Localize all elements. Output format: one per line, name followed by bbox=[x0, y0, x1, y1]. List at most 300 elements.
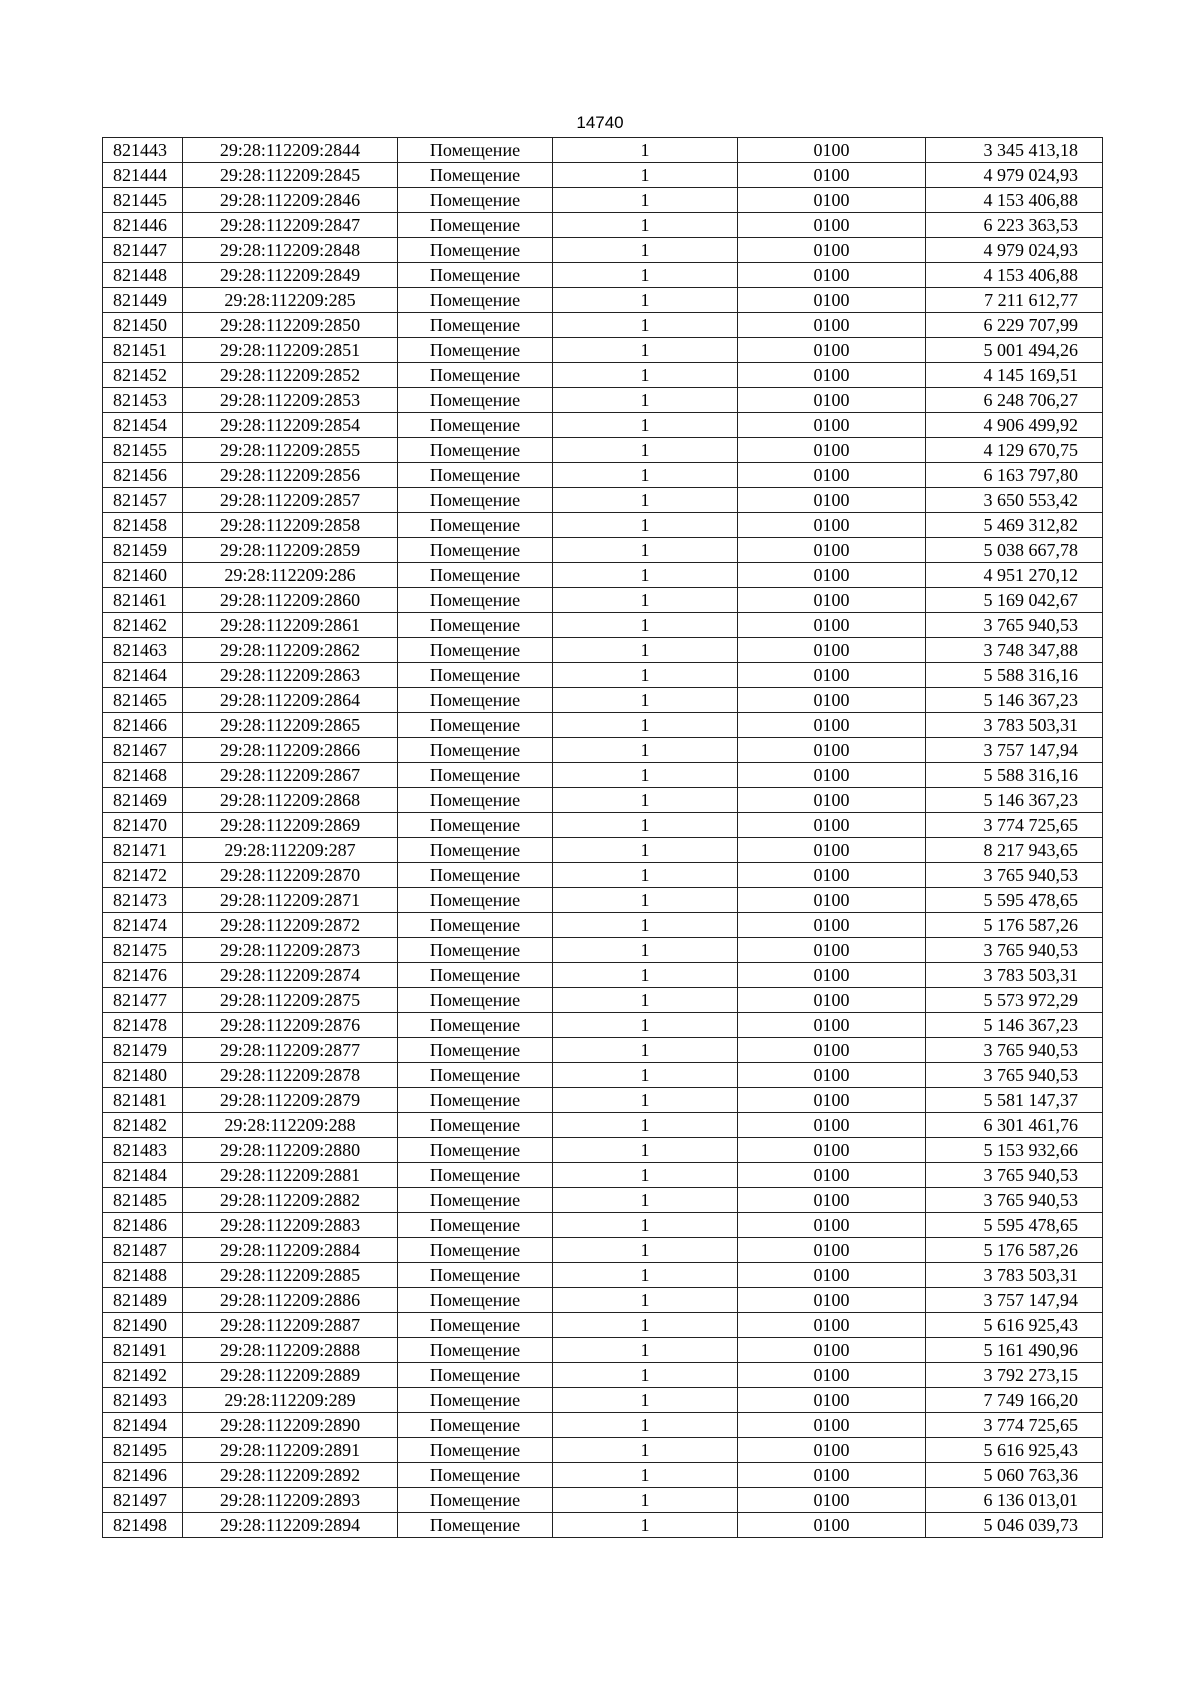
registry-table-body bbox=[103, 138, 1103, 1538]
count-cell: 1 bbox=[553, 138, 738, 163]
code-cell: 0100 bbox=[738, 638, 926, 663]
value-cell: 5 176 587,26 bbox=[926, 1238, 1103, 1263]
cadastral-cell: 29:28:112209:2874 bbox=[183, 963, 398, 988]
cadastral-cell: 29:28:112209:2864 bbox=[183, 688, 398, 713]
value-cell: 5 161 490,96 bbox=[926, 1338, 1103, 1363]
table-row bbox=[103, 1413, 1103, 1438]
type-cell: Помещение bbox=[398, 963, 553, 988]
number-cell: 821478 bbox=[103, 1013, 183, 1038]
value-cell: 7 211 612,77 bbox=[926, 288, 1103, 313]
number-cell: 821495 bbox=[103, 1438, 183, 1463]
count-cell: 1 bbox=[553, 1038, 738, 1063]
count-cell: 1 bbox=[553, 863, 738, 888]
code-cell: 0100 bbox=[738, 463, 926, 488]
value-cell: 4 153 406,88 bbox=[926, 188, 1103, 213]
cadastral-cell: 29:28:112209:2869 bbox=[183, 813, 398, 838]
table-row bbox=[103, 1313, 1103, 1338]
cadastral-cell: 29:28:112209:285 bbox=[183, 288, 398, 313]
table-row bbox=[103, 788, 1103, 813]
type-cell: Помещение bbox=[398, 388, 553, 413]
value-cell: 5 060 763,36 bbox=[926, 1463, 1103, 1488]
code-cell: 0100 bbox=[738, 488, 926, 513]
type-cell: Помещение bbox=[398, 1313, 553, 1338]
cadastral-cell: 29:28:112209:2862 bbox=[183, 638, 398, 663]
type-cell: Помещение bbox=[398, 738, 553, 763]
number-cell: 821465 bbox=[103, 688, 183, 713]
cadastral-cell: 29:28:112209:287 bbox=[183, 838, 398, 863]
type-cell: Помещение bbox=[398, 613, 553, 638]
table-row bbox=[103, 413, 1103, 438]
count-cell: 1 bbox=[553, 463, 738, 488]
code-cell: 0100 bbox=[738, 1413, 926, 1438]
cadastral-cell: 29:28:112209:2863 bbox=[183, 663, 398, 688]
type-cell: Помещение bbox=[398, 563, 553, 588]
count-cell: 1 bbox=[553, 288, 738, 313]
value-cell: 5 153 932,66 bbox=[926, 1138, 1103, 1163]
number-cell: 821462 bbox=[103, 613, 183, 638]
cadastral-cell: 29:28:112209:2859 bbox=[183, 538, 398, 563]
count-cell: 1 bbox=[553, 1013, 738, 1038]
table-row bbox=[103, 588, 1103, 613]
count-cell: 1 bbox=[553, 1388, 738, 1413]
value-cell: 6 301 461,76 bbox=[926, 1113, 1103, 1138]
type-cell: Помещение bbox=[398, 338, 553, 363]
type-cell: Помещение bbox=[398, 413, 553, 438]
table-row bbox=[103, 538, 1103, 563]
type-cell: Помещение bbox=[398, 263, 553, 288]
value-cell: 3 774 725,65 bbox=[926, 813, 1103, 838]
count-cell: 1 bbox=[553, 888, 738, 913]
table-row bbox=[103, 988, 1103, 1013]
count-cell: 1 bbox=[553, 1163, 738, 1188]
table-row bbox=[103, 1363, 1103, 1388]
code-cell: 0100 bbox=[738, 363, 926, 388]
table-row bbox=[103, 1063, 1103, 1088]
type-cell: Помещение bbox=[398, 1138, 553, 1163]
value-cell: 5 616 925,43 bbox=[926, 1313, 1103, 1338]
code-cell: 0100 bbox=[738, 1313, 926, 1338]
type-cell: Помещение bbox=[398, 1363, 553, 1388]
type-cell: Помещение bbox=[398, 363, 553, 388]
value-cell: 5 146 367,23 bbox=[926, 688, 1103, 713]
cadastral-cell: 29:28:112209:2892 bbox=[183, 1463, 398, 1488]
table-row bbox=[103, 1488, 1103, 1513]
type-cell: Помещение bbox=[398, 1388, 553, 1413]
type-cell: Помещение bbox=[398, 788, 553, 813]
cadastral-cell: 29:28:112209:2871 bbox=[183, 888, 398, 913]
code-cell: 0100 bbox=[738, 813, 926, 838]
type-cell: Помещение bbox=[398, 213, 553, 238]
type-cell: Помещение bbox=[398, 188, 553, 213]
number-cell: 821449 bbox=[103, 288, 183, 313]
count-cell: 1 bbox=[553, 713, 738, 738]
table-row bbox=[103, 338, 1103, 363]
code-cell: 0100 bbox=[738, 1138, 926, 1163]
value-cell: 3 774 725,65 bbox=[926, 1413, 1103, 1438]
count-cell: 1 bbox=[553, 913, 738, 938]
type-cell: Помещение bbox=[398, 488, 553, 513]
registry-table-container bbox=[102, 137, 1102, 1538]
number-cell: 821469 bbox=[103, 788, 183, 813]
cadastral-cell: 29:28:112209:2846 bbox=[183, 188, 398, 213]
cadastral-cell: 29:28:112209:2852 bbox=[183, 363, 398, 388]
table-row bbox=[103, 138, 1103, 163]
cadastral-cell: 29:28:112209:2884 bbox=[183, 1238, 398, 1263]
number-cell: 821470 bbox=[103, 813, 183, 838]
code-cell: 0100 bbox=[738, 1113, 926, 1138]
table-row bbox=[103, 163, 1103, 188]
table-row bbox=[103, 1388, 1103, 1413]
number-cell: 821494 bbox=[103, 1413, 183, 1438]
count-cell: 1 bbox=[553, 1063, 738, 1088]
code-cell: 0100 bbox=[738, 413, 926, 438]
count-cell: 1 bbox=[553, 163, 738, 188]
number-cell: 821452 bbox=[103, 363, 183, 388]
value-cell: 5 581 147,37 bbox=[926, 1088, 1103, 1113]
table-row bbox=[103, 213, 1103, 238]
value-cell: 4 951 270,12 bbox=[926, 563, 1103, 588]
type-cell: Помещение bbox=[398, 913, 553, 938]
code-cell: 0100 bbox=[738, 1063, 926, 1088]
code-cell: 0100 bbox=[738, 1513, 926, 1538]
code-cell: 0100 bbox=[738, 913, 926, 938]
table-row bbox=[103, 188, 1103, 213]
table-row bbox=[103, 1113, 1103, 1138]
code-cell: 0100 bbox=[738, 188, 926, 213]
count-cell: 1 bbox=[553, 488, 738, 513]
cadastral-cell: 29:28:112209:2877 bbox=[183, 1038, 398, 1063]
type-cell: Помещение bbox=[398, 288, 553, 313]
cadastral-cell: 29:28:112209:2860 bbox=[183, 588, 398, 613]
value-cell: 3 765 940,53 bbox=[926, 1188, 1103, 1213]
value-cell: 5 038 667,78 bbox=[926, 538, 1103, 563]
cadastral-cell: 29:28:112209:2854 bbox=[183, 413, 398, 438]
count-cell: 1 bbox=[553, 613, 738, 638]
count-cell: 1 bbox=[553, 1263, 738, 1288]
code-cell: 0100 bbox=[738, 1488, 926, 1513]
table-row bbox=[103, 488, 1103, 513]
code-cell: 0100 bbox=[738, 1263, 926, 1288]
count-cell: 1 bbox=[553, 938, 738, 963]
value-cell: 4 153 406,88 bbox=[926, 263, 1103, 288]
table-row bbox=[103, 563, 1103, 588]
count-cell: 1 bbox=[553, 1488, 738, 1513]
cadastral-cell: 29:28:112209:2853 bbox=[183, 388, 398, 413]
value-cell: 5 146 367,23 bbox=[926, 1013, 1103, 1038]
cadastral-cell: 29:28:112209:2894 bbox=[183, 1513, 398, 1538]
count-cell: 1 bbox=[553, 1413, 738, 1438]
code-cell: 0100 bbox=[738, 613, 926, 638]
code-cell: 0100 bbox=[738, 1238, 926, 1263]
value-cell: 4 979 024,93 bbox=[926, 163, 1103, 188]
table-row bbox=[103, 388, 1103, 413]
type-cell: Помещение bbox=[398, 138, 553, 163]
value-cell: 3 765 940,53 bbox=[926, 1063, 1103, 1088]
count-cell: 1 bbox=[553, 1188, 738, 1213]
type-cell: Помещение bbox=[398, 813, 553, 838]
number-cell: 821497 bbox=[103, 1488, 183, 1513]
number-cell: 821464 bbox=[103, 663, 183, 688]
number-cell: 821491 bbox=[103, 1338, 183, 1363]
number-cell: 821461 bbox=[103, 588, 183, 613]
number-cell: 821451 bbox=[103, 338, 183, 363]
code-cell: 0100 bbox=[738, 938, 926, 963]
code-cell: 0100 bbox=[738, 563, 926, 588]
count-cell: 1 bbox=[553, 213, 738, 238]
table-row bbox=[103, 1163, 1103, 1188]
number-cell: 821477 bbox=[103, 988, 183, 1013]
cadastral-cell: 29:28:112209:2845 bbox=[183, 163, 398, 188]
cadastral-cell: 29:28:112209:2849 bbox=[183, 263, 398, 288]
count-cell: 1 bbox=[553, 988, 738, 1013]
type-cell: Помещение bbox=[398, 1013, 553, 1038]
table-row bbox=[103, 913, 1103, 938]
number-cell: 821487 bbox=[103, 1238, 183, 1263]
value-cell: 4 129 670,75 bbox=[926, 438, 1103, 463]
number-cell: 821490 bbox=[103, 1313, 183, 1338]
table-row bbox=[103, 1038, 1103, 1063]
number-cell: 821454 bbox=[103, 413, 183, 438]
code-cell: 0100 bbox=[738, 138, 926, 163]
value-cell: 3 783 503,31 bbox=[926, 713, 1103, 738]
number-cell: 821474 bbox=[103, 913, 183, 938]
count-cell: 1 bbox=[553, 1363, 738, 1388]
code-cell: 0100 bbox=[738, 688, 926, 713]
cadastral-cell: 29:28:112209:2855 bbox=[183, 438, 398, 463]
type-cell: Помещение bbox=[398, 763, 553, 788]
value-cell: 5 588 316,16 bbox=[926, 763, 1103, 788]
cadastral-cell: 29:28:112209:289 bbox=[183, 1388, 398, 1413]
count-cell: 1 bbox=[553, 188, 738, 213]
code-cell: 0100 bbox=[738, 263, 926, 288]
type-cell: Помещение bbox=[398, 863, 553, 888]
table-row bbox=[103, 1338, 1103, 1363]
count-cell: 1 bbox=[553, 963, 738, 988]
count-cell: 1 bbox=[553, 413, 738, 438]
number-cell: 821458 bbox=[103, 513, 183, 538]
table-row bbox=[103, 738, 1103, 763]
number-cell: 821467 bbox=[103, 738, 183, 763]
count-cell: 1 bbox=[553, 588, 738, 613]
table-row bbox=[103, 1238, 1103, 1263]
number-cell: 821468 bbox=[103, 763, 183, 788]
cadastral-cell: 29:28:112209:2893 bbox=[183, 1488, 398, 1513]
count-cell: 1 bbox=[553, 1338, 738, 1363]
cadastral-cell: 29:28:112209:2886 bbox=[183, 1288, 398, 1313]
cadastral-cell: 29:28:112209:2888 bbox=[183, 1338, 398, 1363]
type-cell: Помещение bbox=[398, 313, 553, 338]
table-row bbox=[103, 713, 1103, 738]
value-cell: 7 749 166,20 bbox=[926, 1388, 1103, 1413]
value-cell: 3 345 413,18 bbox=[926, 138, 1103, 163]
table-row bbox=[103, 1013, 1103, 1038]
cadastral-cell: 29:28:112209:2880 bbox=[183, 1138, 398, 1163]
cadastral-cell: 29:28:112209:2872 bbox=[183, 913, 398, 938]
type-cell: Помещение bbox=[398, 713, 553, 738]
count-cell: 1 bbox=[553, 1238, 738, 1263]
type-cell: Помещение bbox=[398, 838, 553, 863]
value-cell: 5 595 478,65 bbox=[926, 1213, 1103, 1238]
type-cell: Помещение bbox=[398, 1263, 553, 1288]
number-cell: 821448 bbox=[103, 263, 183, 288]
count-cell: 1 bbox=[553, 388, 738, 413]
code-cell: 0100 bbox=[738, 513, 926, 538]
value-cell: 5 169 042,67 bbox=[926, 588, 1103, 613]
table-row bbox=[103, 638, 1103, 663]
count-cell: 1 bbox=[553, 1463, 738, 1488]
value-cell: 3 765 940,53 bbox=[926, 613, 1103, 638]
cadastral-cell: 29:28:112209:2887 bbox=[183, 1313, 398, 1338]
number-cell: 821498 bbox=[103, 1513, 183, 1538]
type-cell: Помещение bbox=[398, 1188, 553, 1213]
count-cell: 1 bbox=[553, 313, 738, 338]
number-cell: 821485 bbox=[103, 1188, 183, 1213]
table-row bbox=[103, 613, 1103, 638]
type-cell: Помещение bbox=[398, 1413, 553, 1438]
cadastral-cell: 29:28:112209:286 bbox=[183, 563, 398, 588]
code-cell: 0100 bbox=[738, 1213, 926, 1238]
type-cell: Помещение bbox=[398, 538, 553, 563]
number-cell: 821496 bbox=[103, 1463, 183, 1488]
number-cell: 821459 bbox=[103, 538, 183, 563]
number-cell: 821473 bbox=[103, 888, 183, 913]
type-cell: Помещение bbox=[398, 438, 553, 463]
value-cell: 5 616 925,43 bbox=[926, 1438, 1103, 1463]
cadastral-cell: 29:28:112209:2847 bbox=[183, 213, 398, 238]
table-row bbox=[103, 263, 1103, 288]
code-cell: 0100 bbox=[738, 313, 926, 338]
table-row bbox=[103, 938, 1103, 963]
table-row bbox=[103, 1288, 1103, 1313]
number-cell: 821492 bbox=[103, 1363, 183, 1388]
cadastral-cell: 29:28:112209:2865 bbox=[183, 713, 398, 738]
cadastral-cell: 29:28:112209:2879 bbox=[183, 1088, 398, 1113]
value-cell: 3 765 940,53 bbox=[926, 1163, 1103, 1188]
code-cell: 0100 bbox=[738, 438, 926, 463]
table-row bbox=[103, 1438, 1103, 1463]
type-cell: Помещение bbox=[398, 1288, 553, 1313]
cadastral-cell: 29:28:112209:2876 bbox=[183, 1013, 398, 1038]
code-cell: 0100 bbox=[738, 538, 926, 563]
count-cell: 1 bbox=[553, 688, 738, 713]
code-cell: 0100 bbox=[738, 288, 926, 313]
code-cell: 0100 bbox=[738, 888, 926, 913]
code-cell: 0100 bbox=[738, 1388, 926, 1413]
cadastral-cell: 29:28:112209:2875 bbox=[183, 988, 398, 1013]
number-cell: 821455 bbox=[103, 438, 183, 463]
count-cell: 1 bbox=[553, 1138, 738, 1163]
code-cell: 0100 bbox=[738, 988, 926, 1013]
cadastral-cell: 29:28:112209:2866 bbox=[183, 738, 398, 763]
value-cell: 5 176 587,26 bbox=[926, 913, 1103, 938]
code-cell: 0100 bbox=[738, 863, 926, 888]
cadastral-cell: 29:28:112209:2885 bbox=[183, 1263, 398, 1288]
table-row bbox=[103, 963, 1103, 988]
count-cell: 1 bbox=[553, 1113, 738, 1138]
type-cell: Помещение bbox=[398, 1513, 553, 1538]
value-cell: 5 469 312,82 bbox=[926, 513, 1103, 538]
code-cell: 0100 bbox=[738, 1013, 926, 1038]
cadastral-cell: 29:28:112209:2882 bbox=[183, 1188, 398, 1213]
value-cell: 3 748 347,88 bbox=[926, 638, 1103, 663]
count-cell: 1 bbox=[553, 563, 738, 588]
value-cell: 8 217 943,65 bbox=[926, 838, 1103, 863]
code-cell: 0100 bbox=[738, 388, 926, 413]
cadastral-cell: 29:28:112209:2873 bbox=[183, 938, 398, 963]
type-cell: Помещение bbox=[398, 238, 553, 263]
table-row bbox=[103, 313, 1103, 338]
count-cell: 1 bbox=[553, 338, 738, 363]
number-cell: 821457 bbox=[103, 488, 183, 513]
number-cell: 821480 bbox=[103, 1063, 183, 1088]
number-cell: 821482 bbox=[103, 1113, 183, 1138]
code-cell: 0100 bbox=[738, 1038, 926, 1063]
number-cell: 821472 bbox=[103, 863, 183, 888]
value-cell: 6 248 706,27 bbox=[926, 388, 1103, 413]
code-cell: 0100 bbox=[738, 763, 926, 788]
cadastral-cell: 29:28:112209:2881 bbox=[183, 1163, 398, 1188]
cadastral-cell: 29:28:112209:288 bbox=[183, 1113, 398, 1138]
cadastral-cell: 29:28:112209:2850 bbox=[183, 313, 398, 338]
number-cell: 821471 bbox=[103, 838, 183, 863]
count-cell: 1 bbox=[553, 763, 738, 788]
type-cell: Помещение bbox=[398, 588, 553, 613]
type-cell: Помещение bbox=[398, 1338, 553, 1363]
number-cell: 821488 bbox=[103, 1263, 183, 1288]
type-cell: Помещение bbox=[398, 1063, 553, 1088]
table-row bbox=[103, 288, 1103, 313]
table-row bbox=[103, 238, 1103, 263]
number-cell: 821453 bbox=[103, 388, 183, 413]
number-cell: 821481 bbox=[103, 1088, 183, 1113]
code-cell: 0100 bbox=[738, 1463, 926, 1488]
code-cell: 0100 bbox=[738, 1363, 926, 1388]
count-cell: 1 bbox=[553, 638, 738, 663]
type-cell: Помещение bbox=[398, 1213, 553, 1238]
count-cell: 1 bbox=[553, 1288, 738, 1313]
cadastral-cell: 29:28:112209:2851 bbox=[183, 338, 398, 363]
type-cell: Помещение bbox=[398, 663, 553, 688]
code-cell: 0100 bbox=[738, 1338, 926, 1363]
table-row bbox=[103, 1138, 1103, 1163]
value-cell: 3 783 503,31 bbox=[926, 963, 1103, 988]
value-cell: 4 145 169,51 bbox=[926, 363, 1103, 388]
count-cell: 1 bbox=[553, 1213, 738, 1238]
cadastral-cell: 29:28:112209:2891 bbox=[183, 1438, 398, 1463]
table-row bbox=[103, 1088, 1103, 1113]
value-cell: 3 765 940,53 bbox=[926, 1038, 1103, 1063]
cadastral-cell: 29:28:112209:2848 bbox=[183, 238, 398, 263]
number-cell: 821475 bbox=[103, 938, 183, 963]
table-row bbox=[103, 688, 1103, 713]
count-cell: 1 bbox=[553, 788, 738, 813]
type-cell: Помещение bbox=[398, 1113, 553, 1138]
cadastral-cell: 29:28:112209:2870 bbox=[183, 863, 398, 888]
number-cell: 821463 bbox=[103, 638, 183, 663]
code-cell: 0100 bbox=[738, 1188, 926, 1213]
number-cell: 821446 bbox=[103, 213, 183, 238]
value-cell: 6 136 013,01 bbox=[926, 1488, 1103, 1513]
value-cell: 3 765 940,53 bbox=[926, 938, 1103, 963]
code-cell: 0100 bbox=[738, 588, 926, 613]
number-cell: 821476 bbox=[103, 963, 183, 988]
count-cell: 1 bbox=[553, 538, 738, 563]
code-cell: 0100 bbox=[738, 238, 926, 263]
cadastral-cell: 29:28:112209:2883 bbox=[183, 1213, 398, 1238]
table-row bbox=[103, 888, 1103, 913]
value-cell: 6 229 707,99 bbox=[926, 313, 1103, 338]
value-cell: 5 001 494,26 bbox=[926, 338, 1103, 363]
